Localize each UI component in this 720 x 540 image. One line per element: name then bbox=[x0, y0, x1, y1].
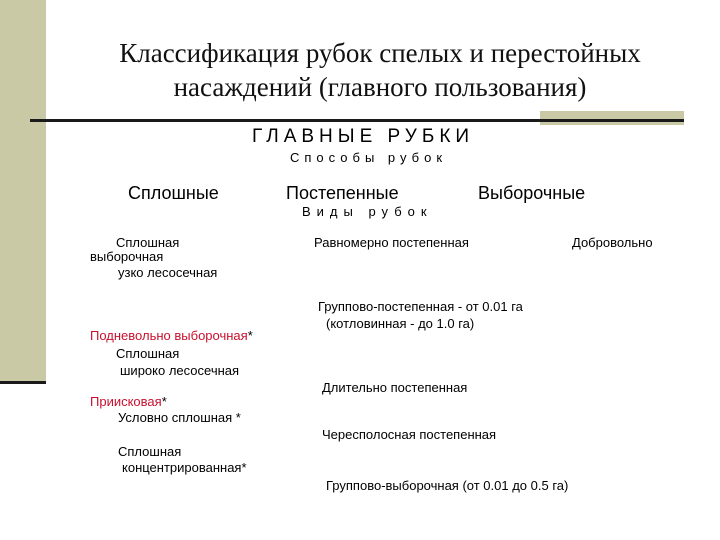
gradual-cut-item-2-line-2: (котловинная - до 1.0 га) bbox=[326, 316, 475, 331]
clear-cut-item-1-line-2: выборочная bbox=[90, 249, 164, 264]
clear-cut-item-1-line-1: Сплошная bbox=[116, 235, 180, 250]
title-divider bbox=[30, 119, 540, 122]
clear-cut-item-3-text: Подневольно выборочная bbox=[90, 328, 248, 343]
title-line-2: насаждений (главного пользования) bbox=[173, 72, 587, 102]
left-accent-bar bbox=[0, 0, 46, 381]
selective-cut-item-1: Добровольно bbox=[572, 235, 653, 250]
column-heading-clear: Сплошные bbox=[128, 183, 219, 203]
clear-cut-item-5-text: Приисковая bbox=[90, 394, 162, 409]
gradual-cut-item-2-line-1: Группово-постепенная - от 0.01 га bbox=[318, 299, 523, 314]
clear-cut-item-7-line-2: концентрированная* bbox=[122, 460, 247, 475]
clear-cut-item-3 bbox=[90, 328, 253, 344]
gradual-cut-item-4: Чересполосная постепенная bbox=[322, 427, 497, 442]
types-label: Виды рубок bbox=[302, 204, 433, 219]
gradual-cut-item-1: Равномерно постепенная bbox=[314, 235, 469, 250]
right-accent-block bbox=[540, 111, 684, 125]
right-accent-divider bbox=[540, 119, 684, 122]
clear-cut-item-2: узко лесосечная bbox=[118, 265, 218, 280]
clear-cut-item-5 bbox=[90, 394, 167, 410]
clear-cut-item-7-line-1: Сплошная bbox=[118, 444, 182, 459]
clear-cut-item-3-mark: * bbox=[247, 328, 253, 343]
column-heading-gradual: Постепенные bbox=[286, 183, 399, 203]
slide-title bbox=[60, 36, 700, 104]
column-heading-selective: Выборочные bbox=[478, 183, 586, 203]
gradual-cut-item-5: Группово-выборочная (от 0.01 до 0.5 га) bbox=[326, 478, 569, 493]
main-heading: ГЛАВНЫЕ РУБКИ bbox=[252, 126, 475, 147]
left-accent-divider bbox=[0, 381, 46, 384]
clear-cut-item-4-line-2: широко лесосечная bbox=[120, 363, 240, 378]
clear-cut-item-5-mark: * bbox=[161, 394, 167, 409]
methods-label: Способы рубок bbox=[290, 150, 448, 165]
clear-cut-item-6: Условно сплошная * bbox=[118, 410, 241, 425]
clear-cut-item-4-line-1: Сплошная bbox=[116, 346, 180, 361]
gradual-cut-item-3: Длительно постепенная bbox=[322, 380, 468, 395]
title-line-1: Классификация рубок спелых и перестойных bbox=[119, 38, 641, 68]
